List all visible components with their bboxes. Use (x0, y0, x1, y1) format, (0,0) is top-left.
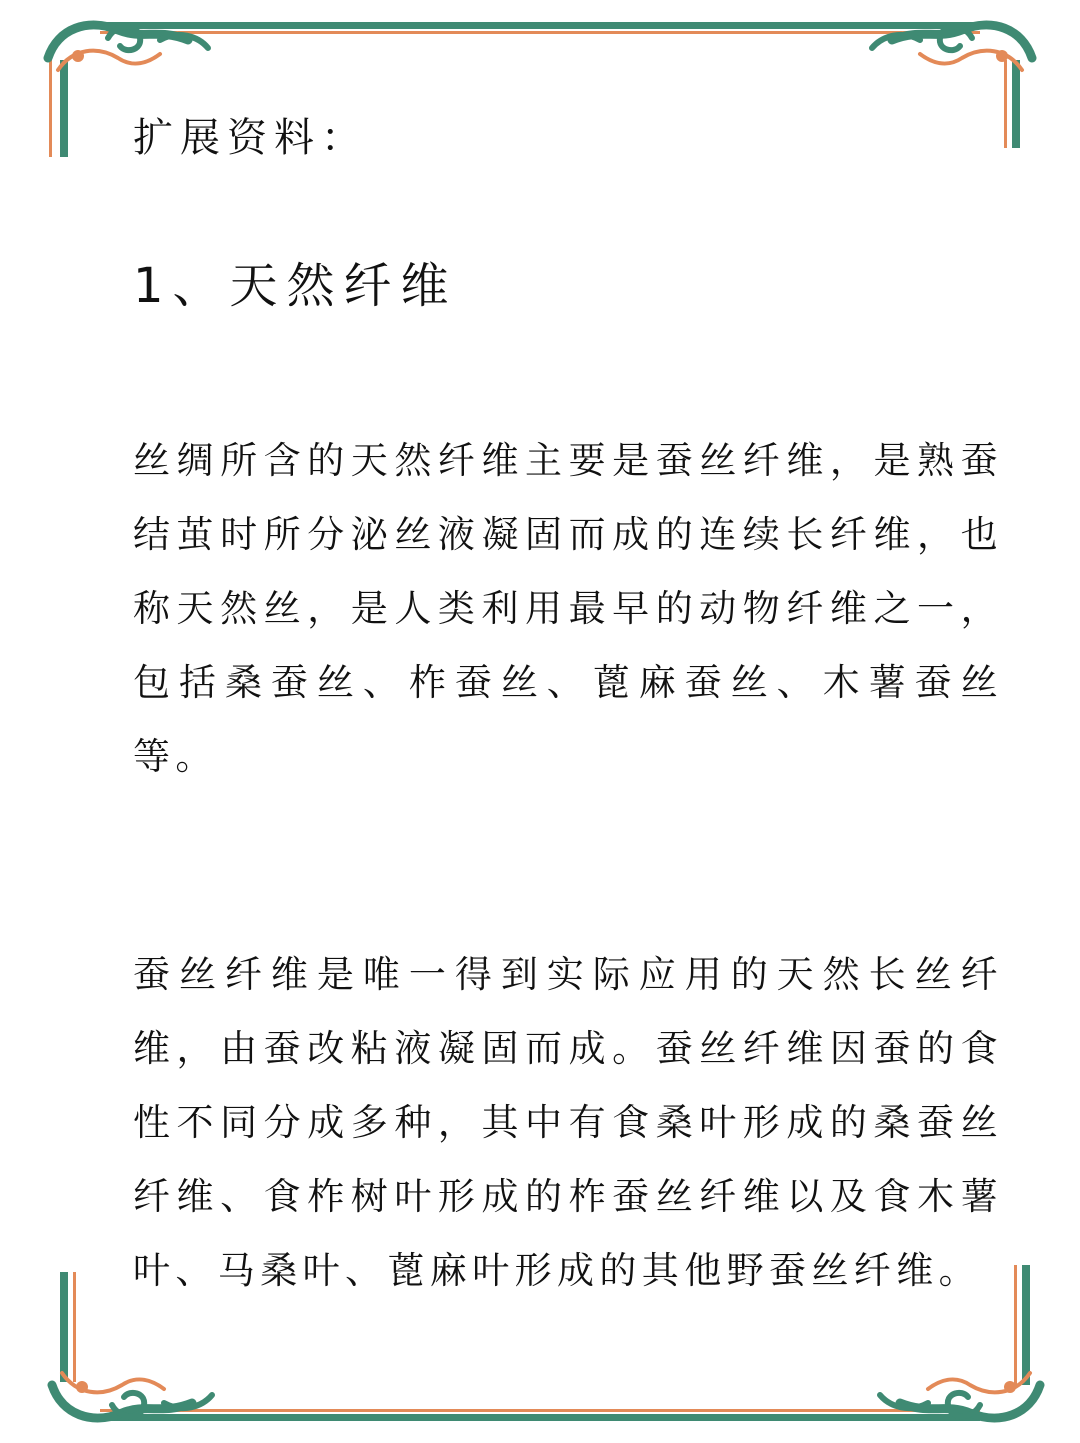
right-frame-rail (1004, 60, 1030, 1385)
top-frame-rail (100, 22, 980, 34)
paragraph-silk-fiber-intro: 丝绸所含的天然纤维主要是蚕丝纤维，是熟蚕结茧时所分泌丝液凝固而成的连续长纤维，也称天然丝，是人类利用最早的动物纤维之一，包括桑蚕丝、柞蚕丝、蓖麻蚕丝、木薯蚕丝等。 (133, 439, 1003, 778)
paragraph-silk-fiber-types: 蚕丝纤维是唯一得到实际应用的天然长丝纤维，由蚕改粘液凝固而成。蚕丝纤维因蚕的食性不同分成多种，其中有食桑叶形成的桑蚕丝纤维、食柞树叶形成的柞蚕丝纤维以及食木薯叶、马桑叶、蓖麻叶形成的其他野蚕丝纤维。 (133, 953, 1003, 1292)
section-title: 1、天然纤维 (133, 258, 458, 314)
bottom-frame-rail (100, 1409, 980, 1421)
document-body (133, 110, 1003, 1308)
left-frame-rail (49, 60, 76, 1382)
extended-info-label: 扩展资料： (133, 115, 368, 161)
